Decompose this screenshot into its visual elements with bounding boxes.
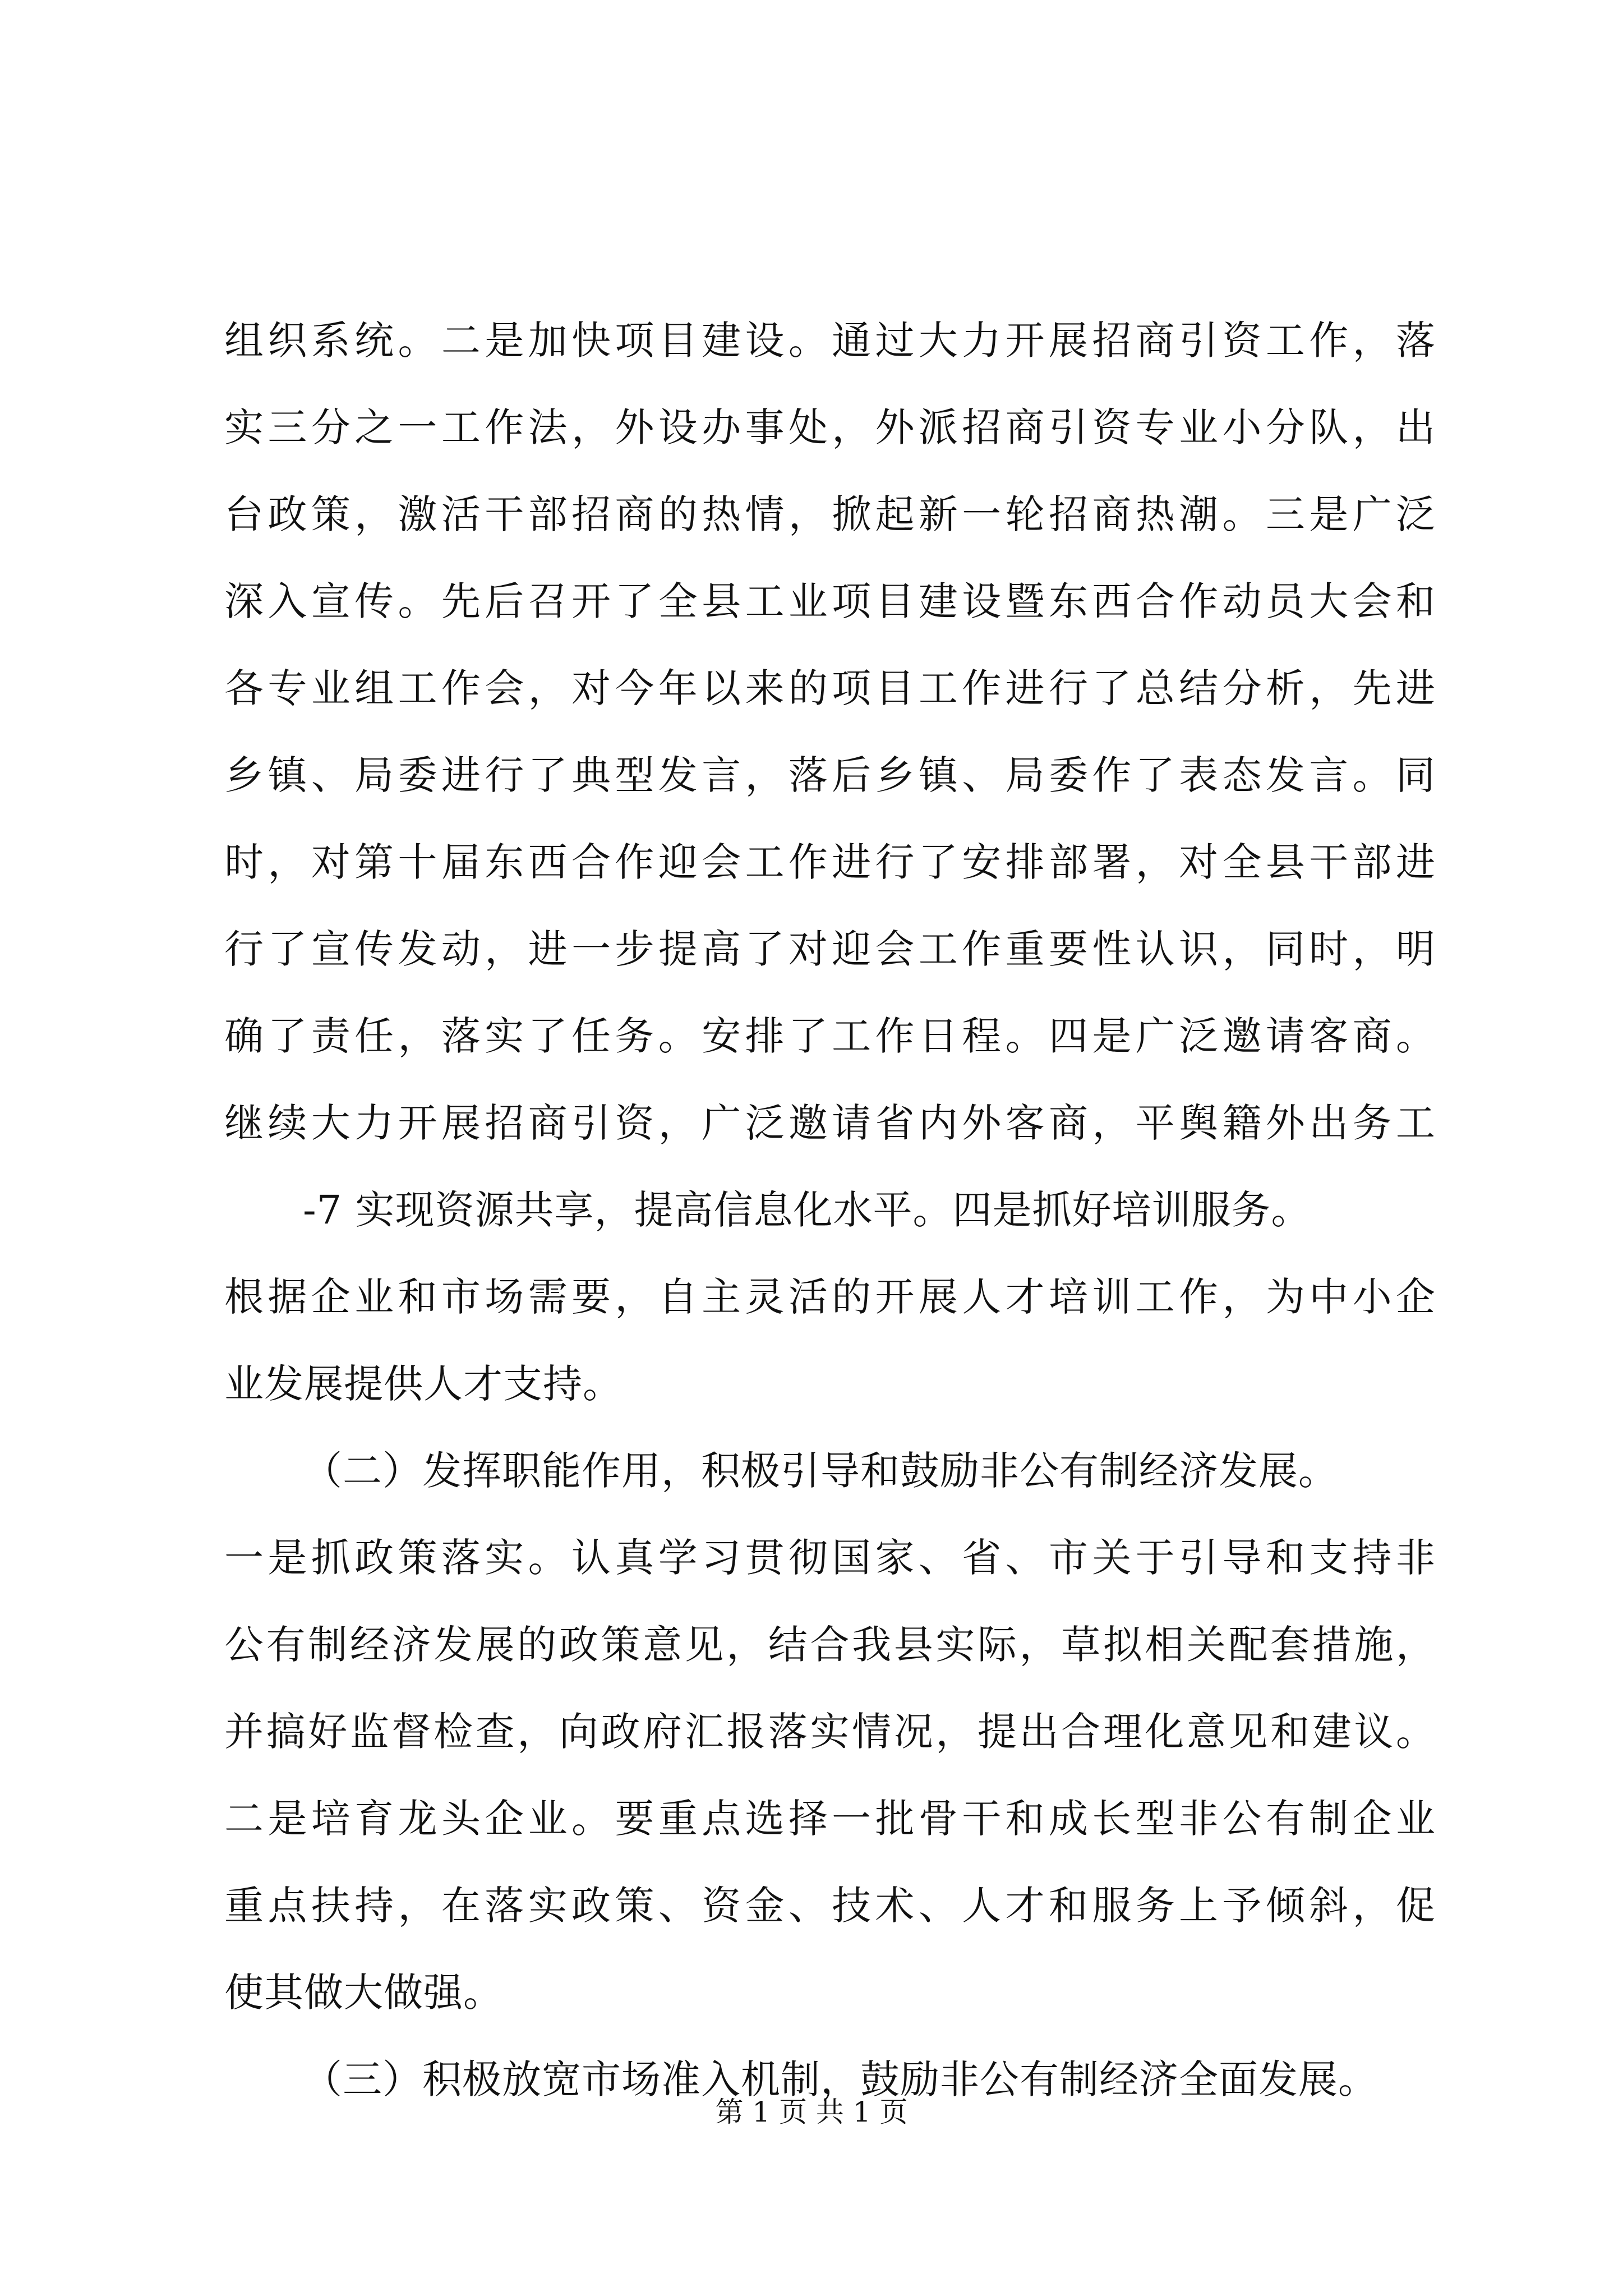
document-body (224, 297, 1436, 2123)
text-line: 时，对第十届东西合作迎会工作进行了安排部署，对全县干部进 (224, 839, 1436, 885)
paragraph-heading: （三）积极放宽市场准入机制，鼓励非公有制经济全面发展。 (303, 2056, 1378, 2102)
text-line: 使其做大做强。 (224, 1970, 503, 2016)
text-line: 二是培育龙头企业。要重点选择一批骨干和成长型非公有制企业 (224, 1796, 1436, 1842)
text-line: 根据企业和市场需要，自主灵活的开展人才培训工作，为中小企 (224, 1274, 1436, 1320)
page-number-label: 第 1 页 共 1 页 (715, 2096, 908, 2128)
text-line: -7 实现资源共享，提高信息化水平。四是抓好培训服务。 (303, 1187, 1311, 1233)
text-line: 实三分之一工作法，外设办事处，外派招商引资专业小分队，出 (224, 404, 1436, 450)
text-line: 行了宣传发动，进一步提高了对迎会工作重要性认识，同时，明 (224, 926, 1436, 972)
text-line: 各专业组工作会，对今年以来的项目工作进行了总结分析，先进 (224, 665, 1436, 711)
text-line: 台政策，激活干部招商的热情，掀起新一轮招商热潮。三是广泛 (224, 491, 1436, 537)
text-line: 深入宣传。先后召开了全县工业项目建设暨东西合作动员大会和 (224, 578, 1436, 624)
text-line: 重点扶持，在落实政策、资金、技术、人才和服务上予倾斜，促 (224, 1883, 1436, 1929)
text-line: 确了责任，落实了任务。安排了工作日程。四是广泛邀请客商。 (224, 1013, 1436, 1059)
text-line: 乡镇、局委进行了典型发言，落后乡镇、局委作了表态发言。同 (224, 752, 1436, 798)
text-line: 业发展提供人才支持。 (224, 1361, 623, 1407)
text-line: 公有制经济发展的政策意见，结合我县实际，草拟相关配套措施， (224, 1622, 1436, 1668)
text-line: 继续大力开展招商引资，广泛邀请省内外客商，平舆籍外出务工 (224, 1100, 1436, 1146)
text-line: 并搞好监督检查，向政府汇报落实情况，提出合理化意见和建议。 (224, 1709, 1436, 1755)
text-line: 组织系统。二是加快项目建设。通过大力开展招商引资工作，落 (224, 318, 1436, 364)
text-line: 一是抓政策落实。认真学习贯彻国家、省、市关于引导和支持非 (224, 1535, 1436, 1581)
page-footer (0, 2092, 1623, 2132)
paragraph-heading: （二）发挥职能作用，积极引导和鼓励非公有制经济发展。 (303, 1448, 1338, 1494)
